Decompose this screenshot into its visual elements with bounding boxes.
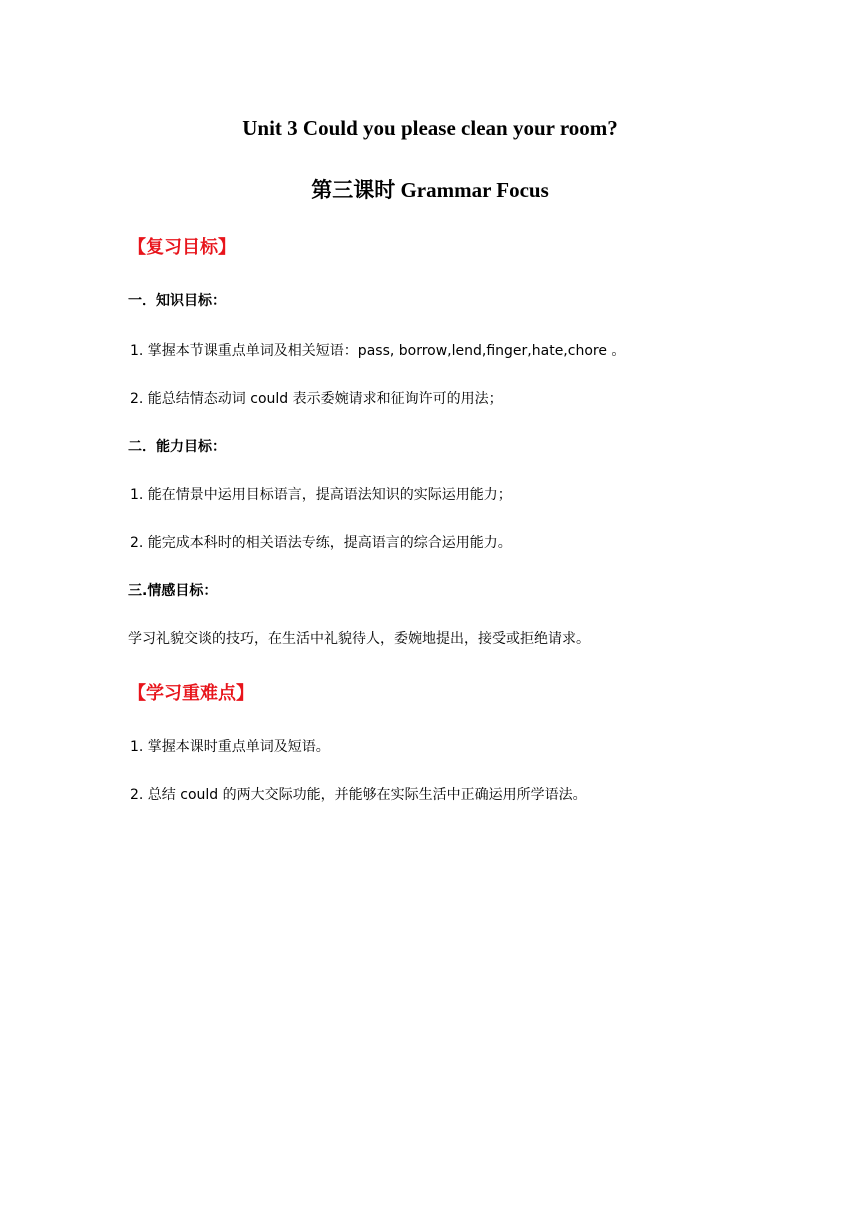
key-point-item-1: 1. 掌握本课时重点单词及短语。 (130, 739, 330, 755)
knowledge-goals-heading: 一．知识目标： (128, 293, 226, 309)
emotion-goals-text: 学习礼貌交谈的技巧，在生活中礼貌待人，委婉地提出，接受或拒绝请求。 (128, 631, 590, 647)
knowledge-goal-item-2: 2. 能总结情态动词 could 表示委婉请求和征询许可的用法； (130, 391, 503, 407)
emotion-goals-heading: 三.情感目标： (128, 583, 218, 599)
review-goals-heading: 【复习目标】 (128, 237, 236, 258)
key-points-heading: 【学习重难点】 (128, 683, 254, 704)
ability-goal-item-1: 1. 能在情景中运用目标语言，提高语法知识的实际运用能力； (130, 487, 512, 503)
ability-goals-heading: 二．能力目标： (128, 439, 226, 455)
document-title: Unit 3 Could you please clean your room? (242, 116, 618, 140)
ability-goal-item-2: 2. 能完成本科时的相关语法专练，提高语言的综合运用能力。 (130, 535, 512, 551)
document-subtitle: 第三课时 Grammar Focus (311, 178, 549, 202)
key-point-item-2: 2. 总结 could 的两大交际功能，并能够在实际生活中正确运用所学语法。 (130, 787, 587, 803)
knowledge-goal-item-1: 1. 掌握本节课重点单词及相关短语：pass, borrow,lend,finger,hate,chore 。 (130, 343, 626, 359)
